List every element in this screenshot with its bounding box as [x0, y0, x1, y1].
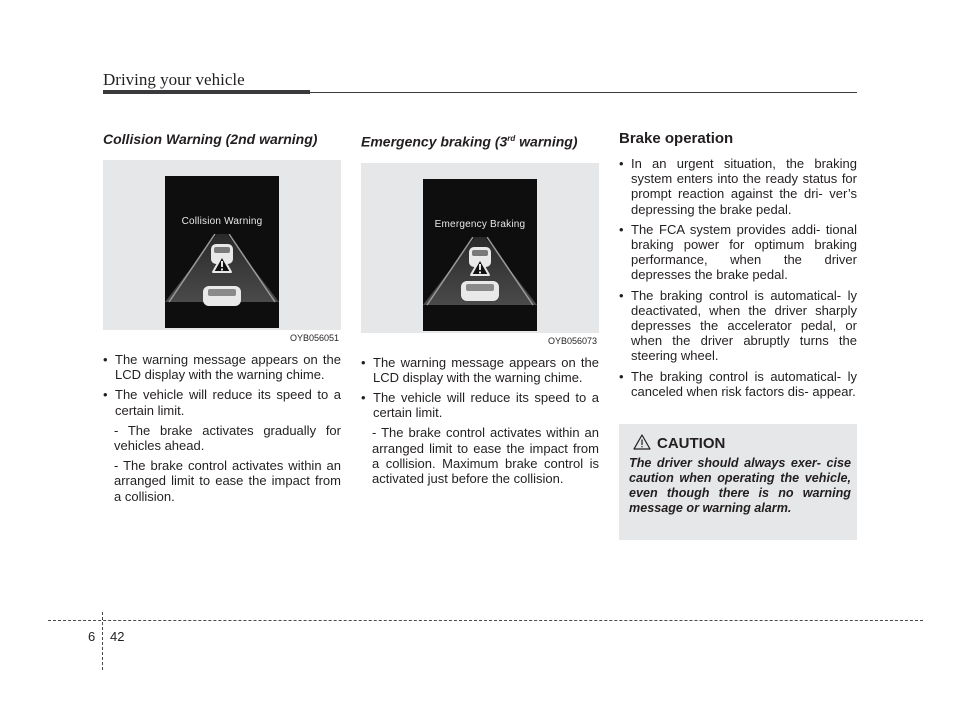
list-item: • The braking control is automatical- ly deactivated, when the driver sharply depresses the accelerator pedal, or when the driver abruptly turns the steering wheel.	[619, 288, 857, 364]
figure-panel	[103, 160, 341, 343]
warning-triangle-icon	[633, 434, 651, 450]
sub-item: - The brake control activates within an arranged limit to ease the impact from a collision.	[114, 458, 341, 504]
list-item: • In an urgent situation, the braking system enters into the ready status for prompt reaction against the dri- ver’s depressing the brake pedal.	[619, 156, 857, 217]
list-item: • The warning message appears on the LCD display with the warning chime.	[103, 352, 341, 382]
heading-text: Emergency braking (3	[361, 133, 508, 150]
header-title: Driving your vehicle	[103, 70, 245, 89]
lcd-screen	[165, 176, 279, 328]
bullet-list	[361, 355, 599, 487]
heading-superscript: rd	[507, 134, 516, 143]
heading-text: warning)	[515, 133, 578, 150]
collision-scene-icon	[423, 237, 537, 331]
list-item: • The FCA system provides addi- tional braking power for optimum braking performance, when the driver depresses the brake pedal.	[619, 222, 857, 283]
section-heading: Collision Warning (2nd warning)	[103, 131, 318, 147]
bullet-list	[103, 352, 341, 504]
list-item: • The warning message appears on the LCD display with the warning chime.	[361, 355, 599, 385]
caution-heading	[633, 434, 725, 452]
lcd-message: Emergency Braking	[434, 218, 526, 230]
sub-item: - The brake activates gradually for vehicles ahead.	[114, 422, 341, 454]
lcd-message: Collision Warning	[181, 216, 263, 227]
caution-box	[619, 424, 857, 540]
list-item	[361, 390, 599, 486]
list-item: • The braking control is automatical- ly canceled when risk factors dis- appear.	[619, 369, 857, 399]
figure-panel	[361, 163, 599, 346]
page-number: 42	[110, 629, 125, 644]
caution-text: The driver should always exer- cise caution when operating the vehicle, even though there is no warning message or warning alarm.	[629, 456, 851, 515]
collision-warning-section	[103, 130, 341, 509]
figure-code: OYB056051	[289, 333, 339, 343]
caution-title: CAUTION	[657, 435, 726, 452]
header-rule-thick	[103, 90, 310, 94]
chapter-number: 6	[88, 629, 96, 644]
list-item-text: The vehicle will reduce its speed to a certain limit.	[115, 387, 341, 418]
collision-scene-icon	[165, 234, 279, 328]
header-rule-thin	[310, 92, 857, 93]
section-heading: Brake operation	[619, 130, 734, 147]
list-item-text: The vehicle will reduce its speed to a certain limit.	[373, 390, 599, 421]
lcd-screen	[423, 179, 537, 331]
sub-item: - The brake control activates within an arranged limit to ease the impact from a collision. Maximum brake control is activated just before the collision.	[372, 425, 599, 487]
footer-divider	[102, 612, 103, 670]
footer-rule	[48, 620, 923, 621]
section-heading	[361, 130, 599, 151]
emergency-braking-section	[361, 130, 599, 491]
figure-code: OYB056073	[547, 335, 597, 346]
list-item	[103, 387, 341, 503]
brake-operation-section	[619, 130, 857, 404]
bullet-list	[619, 156, 857, 399]
